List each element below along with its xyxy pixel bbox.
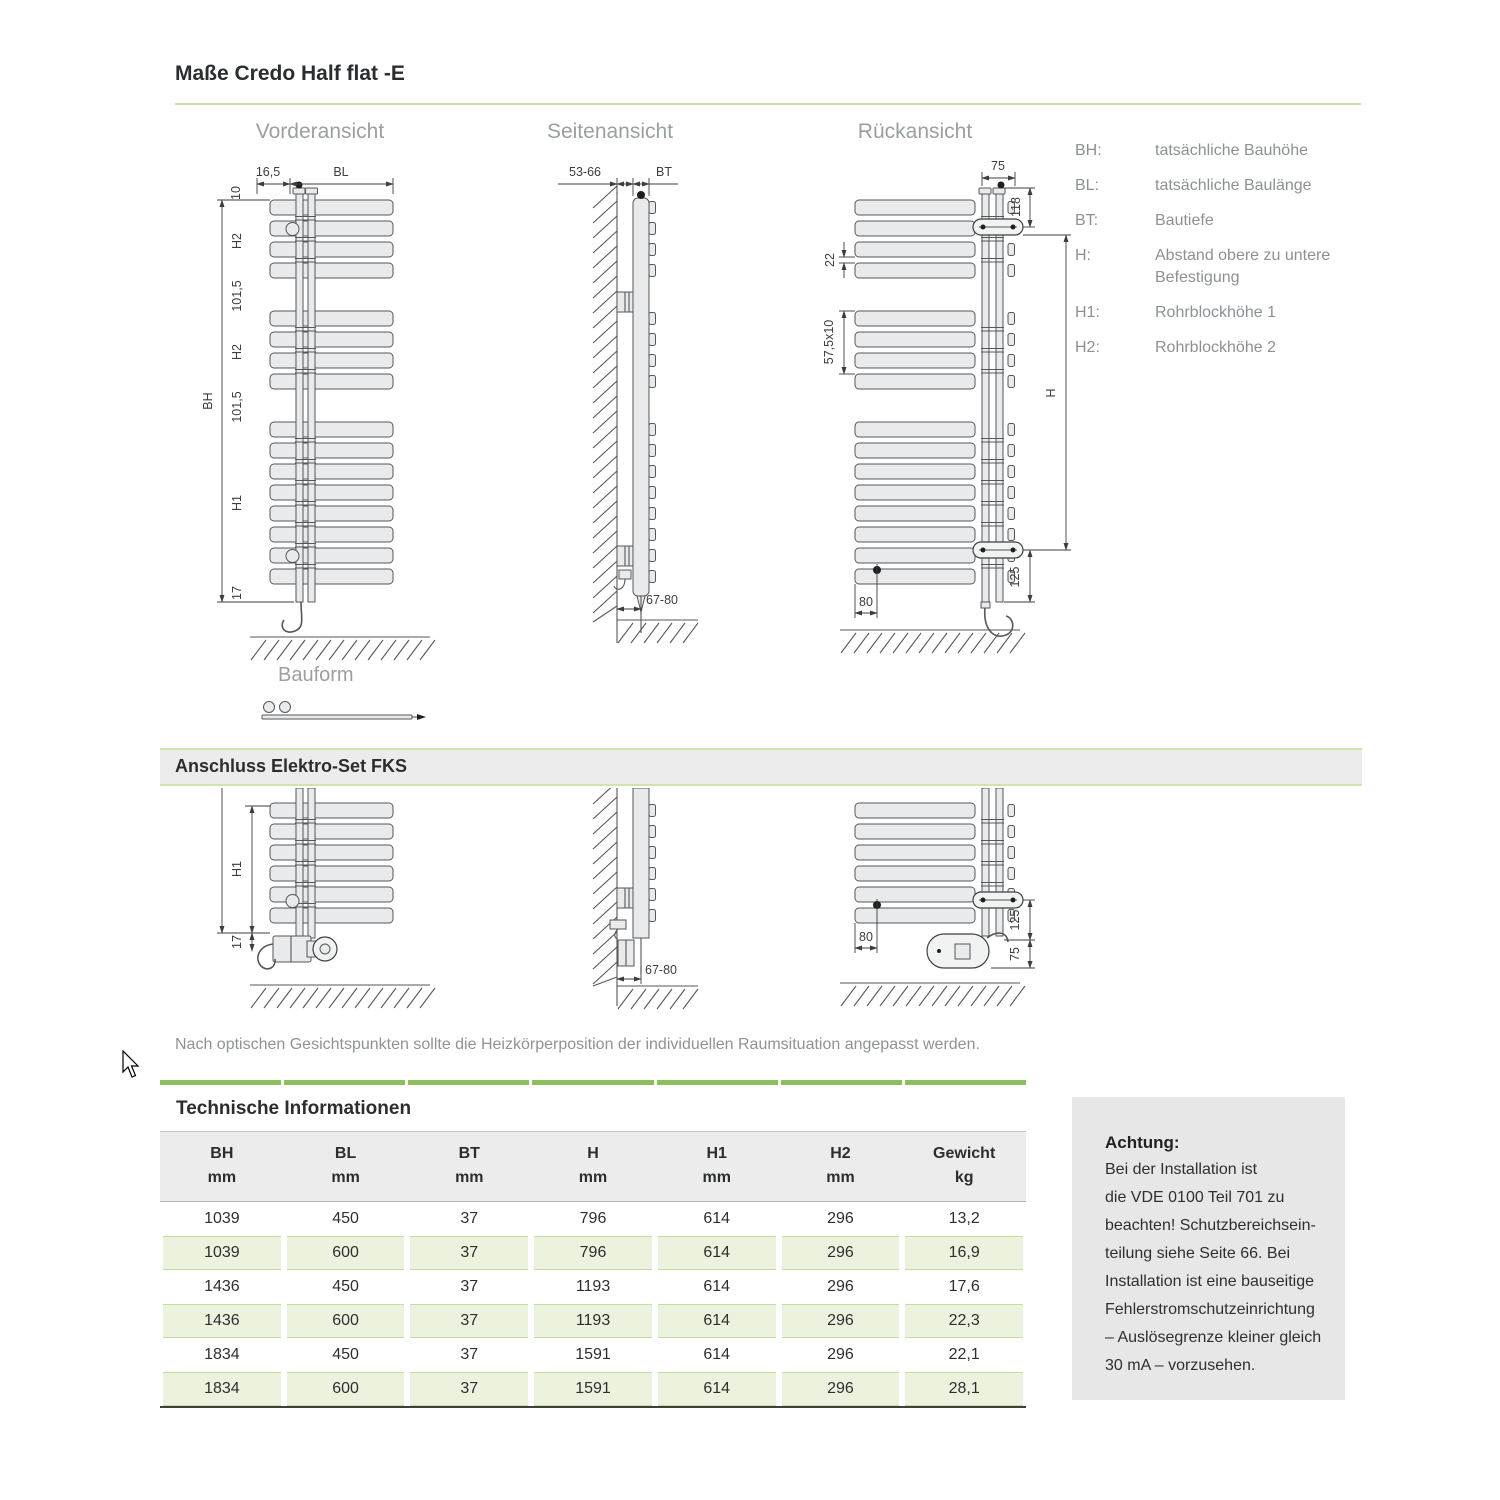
- bar-stub: [649, 889, 656, 901]
- radiator-bar: [270, 866, 393, 881]
- radiator-bar: [855, 332, 975, 347]
- column-header: BT mm: [455, 1145, 484, 1186]
- table-cell: 37: [460, 1278, 479, 1295]
- radiator-bar: [270, 332, 393, 347]
- notice-line: Bei der Installation ist: [1105, 1161, 1258, 1178]
- radiator-bar: [855, 506, 975, 521]
- air-vent: [286, 895, 299, 908]
- bar-stub: [649, 868, 656, 880]
- section-header-elektro-set: [160, 748, 1362, 786]
- legend-label: Rohrblockhöhe 1: [1155, 304, 1276, 321]
- table-cell: 1591: [575, 1346, 611, 1363]
- bar-stub: [1008, 805, 1015, 817]
- accent-bar-segment: [532, 1080, 653, 1085]
- table-cell: 296: [782, 1304, 900, 1338]
- ground-hatch: [840, 983, 1025, 1006]
- radiator-bar: [855, 221, 975, 236]
- table-cell: 796: [579, 1210, 607, 1227]
- radiator-bar: [855, 803, 975, 818]
- heading-front-view: Vorderansicht: [255, 120, 385, 143]
- radiator-bar: [855, 443, 975, 458]
- legend-label: Bautiefe: [1155, 212, 1214, 229]
- dim-label-h2: H2: [230, 233, 244, 249]
- table-row: [160, 1202, 1026, 1236]
- bar-stub: [1008, 265, 1015, 277]
- radiator-bar: [855, 242, 975, 257]
- table-cell: 1193: [575, 1278, 611, 1295]
- notice-line: die VDE 0100 Teil 701 zu: [1105, 1189, 1285, 1206]
- legend-abbr: H2:: [1075, 339, 1100, 356]
- bar-stub: [649, 244, 656, 256]
- radiator-bar: [270, 263, 393, 278]
- table-cell: 1039: [163, 1236, 281, 1270]
- wall-bracket: [617, 888, 633, 908]
- legend-label: tatsächliche Bauhöhe: [1155, 142, 1308, 159]
- dimension-legend: [1075, 140, 1345, 372]
- table-cell: 37: [460, 1346, 479, 1363]
- bar-stub: [649, 805, 656, 817]
- dim-label-67-80: 67-80: [646, 593, 678, 607]
- table-cell: 1834: [163, 1372, 281, 1406]
- table-cell: 600: [287, 1372, 405, 1406]
- notice-line: Installation ist eine bauseitige: [1105, 1273, 1315, 1290]
- bar-stub: [1008, 355, 1015, 367]
- dim-label-10: 10: [229, 186, 243, 200]
- dim-label-67-80: 67-80: [645, 963, 677, 977]
- wall-hatch: [593, 186, 617, 622]
- bar-stub: [1008, 466, 1015, 478]
- dim-label-118: 118: [1009, 197, 1023, 217]
- legend-abbr: BL:: [1075, 177, 1100, 194]
- bar-stub: [1008, 244, 1015, 256]
- radiator-bar: [855, 464, 975, 479]
- fks-front-dimensions: [217, 788, 270, 951]
- ground-hatch: [250, 985, 435, 1008]
- legend-row: [1075, 210, 1345, 232]
- dim-label-125: 125: [1008, 909, 1022, 931]
- ground-hatch: [250, 637, 435, 660]
- bar-stub: [649, 550, 656, 562]
- table-row: [160, 1338, 1026, 1372]
- dim-label-17: 17: [230, 935, 244, 949]
- radiator-bar: [270, 242, 393, 257]
- ground-hatch: [840, 630, 1025, 653]
- table-cell: 450: [332, 1278, 359, 1295]
- radiator-bar: [270, 353, 393, 368]
- radiator-bar: [270, 845, 393, 860]
- notice-line: Fehlerstromschutzeinrichtung: [1105, 1301, 1315, 1318]
- dim-label-75: 75: [991, 159, 1005, 173]
- bar-stub: [1008, 529, 1015, 541]
- bar-stub: [1008, 445, 1015, 457]
- table-cell: 1039: [204, 1210, 240, 1227]
- power-cable: [985, 608, 1013, 636]
- legend-row: [1075, 175, 1345, 197]
- attention-notice-box: [1072, 1097, 1345, 1400]
- table-cell: 600: [287, 1304, 405, 1338]
- table-cell: 296: [827, 1346, 854, 1363]
- column-header: BL mm: [331, 1145, 360, 1186]
- radiator-bar: [270, 824, 393, 839]
- table-cell: 614: [703, 1346, 731, 1363]
- dim-label-h1: H1: [230, 495, 244, 511]
- column-header: Gewicht kg: [933, 1145, 996, 1186]
- legend-label: Rohrblockhöhe 2: [1155, 339, 1276, 356]
- accent-bar-segment: [284, 1080, 405, 1085]
- rear-view-drawing: [815, 150, 1100, 725]
- bar-stub: [649, 445, 656, 457]
- bar-stub: [649, 826, 656, 838]
- title-underline-rule: [175, 103, 1361, 105]
- radiator-bar: [855, 569, 975, 584]
- radiator-bar: [270, 908, 393, 923]
- radiator-bar: [270, 527, 393, 542]
- legend-row: [1075, 337, 1345, 359]
- bar-stub: [649, 355, 656, 367]
- radiator-bar: [855, 845, 975, 860]
- dim-label-75: 75: [1008, 947, 1022, 961]
- radiator-bar: [855, 527, 975, 542]
- legend-label: Abstand obere zu untere Befestigung: [1155, 247, 1331, 286]
- radiator-bar: [855, 824, 975, 839]
- radiator-bar: [270, 485, 393, 500]
- bar-stub: [1008, 376, 1015, 388]
- table-cell: 296: [782, 1236, 900, 1270]
- table-top-accent-bar: [160, 1080, 1026, 1085]
- notice-line: teilung siehe Seite 66. Bei: [1105, 1245, 1291, 1262]
- dim-label-101-5: 101,5: [230, 280, 244, 312]
- radiator-bar: [855, 374, 975, 389]
- bar-stub: [1008, 508, 1015, 520]
- cable-gland: [998, 182, 1005, 189]
- bar-stub: [649, 424, 656, 436]
- heading-rear-view: Rückansicht: [857, 120, 973, 143]
- cable-gland: [296, 182, 303, 189]
- radiator-bar: [855, 263, 975, 278]
- bar-stub: [1008, 847, 1015, 859]
- radiator-bar: [270, 569, 393, 584]
- power-cable: [282, 602, 302, 632]
- legend-row: [1075, 302, 1345, 324]
- dim-label-101-5: 101,5: [230, 391, 244, 423]
- table-row: [160, 1270, 1026, 1304]
- radiator-bar: [855, 422, 975, 437]
- bar-stub: [1008, 826, 1015, 838]
- table-cell: 296: [782, 1372, 900, 1406]
- air-vent: [286, 550, 299, 563]
- radiator-bar: [270, 200, 393, 215]
- dim-label-53-66: 53-66: [569, 165, 601, 179]
- legend-row: [1075, 140, 1345, 162]
- dim-label-bt: BT: [656, 165, 672, 179]
- cable-connector: [981, 602, 990, 608]
- dim-label-80: 80: [859, 595, 873, 609]
- bar-stub: [649, 223, 656, 235]
- dim-label-57-5x10: 57,5x10: [822, 319, 836, 365]
- front-bars: [270, 200, 393, 584]
- bar-stub: [649, 847, 656, 859]
- accent-bar-segment: [781, 1080, 902, 1085]
- table-cell: 614: [658, 1372, 776, 1406]
- radiator-bar: [270, 506, 393, 521]
- bar-stub: [649, 487, 656, 499]
- dim-label-22: 22: [823, 253, 837, 267]
- column-header: H mm: [578, 1145, 608, 1186]
- legend-label: tatsächliche Baulänge: [1155, 177, 1312, 194]
- table-cell: 614: [703, 1210, 731, 1227]
- notice-title: Achtung:: [1105, 1133, 1180, 1152]
- table-cell: 1591: [534, 1372, 652, 1406]
- front-view-drawing: [195, 150, 445, 725]
- dim-label-bh: BH: [201, 392, 215, 410]
- ground-hatch: [617, 620, 698, 643]
- table-title: Technische Informationen: [176, 1098, 412, 1119]
- accent-bar-segment: [657, 1080, 778, 1085]
- notice-line: – Auslösegrenze kleiner gleich: [1105, 1329, 1322, 1346]
- radiator-bar: [855, 485, 975, 500]
- table-cell: 22,3: [905, 1304, 1023, 1338]
- legend-abbr: H:: [1075, 247, 1091, 264]
- table-cell: 600: [287, 1236, 405, 1270]
- table-cell: 796: [534, 1236, 652, 1270]
- bar-stub: [1008, 487, 1015, 499]
- legend-abbr: BT:: [1075, 212, 1099, 229]
- table-row: [160, 1372, 1026, 1406]
- fks-side-drawing: [530, 788, 720, 1018]
- table-cell: 450: [332, 1346, 359, 1363]
- bar-stub: [649, 334, 656, 346]
- table-cell: 296: [827, 1278, 854, 1295]
- radiator-bar: [855, 311, 975, 326]
- dim-label-bl: BL: [333, 165, 349, 179]
- table-cell: 1834: [204, 1346, 240, 1363]
- rear-bars: [855, 200, 975, 584]
- table-header-row: [160, 1131, 1026, 1202]
- bauform-icon: [256, 696, 436, 728]
- heading-bauform: Bauform: [278, 664, 354, 686]
- legend-abbr: H1:: [1075, 304, 1100, 321]
- power-cable: [258, 944, 275, 969]
- bar-stub: [1008, 313, 1015, 325]
- dim-label-h: H: [1044, 388, 1058, 398]
- side-tube: [633, 788, 649, 938]
- table-row: [160, 1236, 1026, 1270]
- notice-line: beachten! Schutzbereichsein-: [1105, 1217, 1316, 1234]
- rear-tubes: [979, 182, 1005, 603]
- wall-bracket: [617, 292, 633, 566]
- bar-stub: [649, 313, 656, 325]
- table-cell: 28,1: [905, 1372, 1023, 1406]
- table-cell: 1193: [534, 1304, 652, 1338]
- bar-stubs: [649, 805, 656, 922]
- side-view-drawing: [530, 150, 720, 725]
- bar-stub: [649, 910, 656, 922]
- bar-stub: [1008, 868, 1015, 880]
- bar-stub: [649, 529, 656, 541]
- fks-electric-element: [927, 933, 1008, 968]
- dim-label-125: 125: [1008, 566, 1022, 588]
- radiator-bar: [855, 353, 975, 368]
- table-cell: 1436: [204, 1278, 240, 1295]
- radiator-bar: [270, 374, 393, 389]
- radiator-bar: [270, 464, 393, 479]
- table-cell: 450: [332, 1210, 359, 1227]
- ground-hatch: [617, 986, 698, 1009]
- technical-information-table: [160, 1080, 1026, 1408]
- mounting-bracket: [973, 892, 1023, 908]
- radiator-bar: [855, 908, 975, 923]
- table-cell: 614: [658, 1304, 776, 1338]
- bar-stubs: [649, 202, 656, 583]
- wall-hatch: [593, 788, 617, 986]
- radiator-bar: [855, 200, 975, 215]
- dim-label-16-5: 16,5: [255, 165, 281, 179]
- table-cell: 614: [703, 1278, 731, 1295]
- position-note: Nach optischen Gesichtspunkten sollte die Heizkörperposition der individuellen Raumsituation angepasst werden.: [175, 1036, 980, 1053]
- radiator-bar: [855, 887, 975, 902]
- bar-stub: [649, 466, 656, 478]
- cable-gland: [637, 191, 645, 199]
- table-body: [160, 1202, 1026, 1406]
- dim-label-h2: H2: [230, 344, 244, 360]
- accent-bar-segment: [905, 1080, 1026, 1085]
- table-cell: 614: [658, 1236, 776, 1270]
- radiator-bar: [270, 443, 393, 458]
- table-cell: 16,9: [905, 1236, 1023, 1270]
- table-cell: 13,2: [948, 1210, 980, 1227]
- air-vent: [286, 223, 299, 236]
- dim-label-17: 17: [230, 586, 244, 600]
- bar-stub: [1008, 334, 1015, 346]
- page-title: Maße Credo Half flat -E: [175, 62, 405, 85]
- dim-label-80: 80: [859, 930, 873, 944]
- accent-bar-segment: [160, 1080, 281, 1085]
- legend-abbr: BH:: [1075, 142, 1102, 159]
- accent-bar-segment: [408, 1080, 529, 1085]
- table-cell: 17,6: [948, 1278, 980, 1295]
- radiator-bar: [270, 311, 393, 326]
- radiator-bar: [855, 548, 975, 563]
- radiator-bar: [270, 422, 393, 437]
- heading-side-view: Seitenansicht: [546, 120, 674, 143]
- dim-label-h1: H1: [230, 861, 244, 877]
- table-cell: 37: [460, 1210, 479, 1227]
- bar-stub: [1008, 424, 1015, 436]
- column-header: BH mm: [207, 1145, 237, 1186]
- bar-stub: [649, 376, 656, 388]
- table-cell: 296: [827, 1210, 854, 1227]
- table-cell: 1436: [163, 1304, 281, 1338]
- table-cell: 22,1: [948, 1346, 980, 1363]
- legend-row: [1075, 245, 1345, 289]
- side-tube: [633, 198, 649, 596]
- column-header: H2 mm: [826, 1145, 855, 1186]
- radiator-bar: [855, 866, 975, 881]
- section-title: Anschluss Elektro-Set FKS: [175, 756, 408, 776]
- bar-stub: [649, 202, 656, 214]
- table-row: [160, 1304, 1026, 1338]
- bar-stubs: [1008, 202, 1015, 583]
- notice-line: 30 mA – vorzusehen.: [1105, 1357, 1256, 1374]
- electric-heating-element: [258, 936, 337, 969]
- bar-stub: [649, 265, 656, 277]
- fks-rear-drawing: [815, 788, 1100, 1018]
- table-cell: 37: [410, 1236, 528, 1270]
- fks-front-drawing: [195, 788, 445, 1018]
- bar-stub: [649, 508, 656, 520]
- table-cell: 37: [410, 1304, 528, 1338]
- mouse-cursor-icon: [122, 1050, 144, 1080]
- radiator-bar: [270, 803, 393, 818]
- table-cell: 37: [410, 1372, 528, 1406]
- column-header: H1 mm: [702, 1145, 731, 1186]
- bar-stub: [649, 571, 656, 583]
